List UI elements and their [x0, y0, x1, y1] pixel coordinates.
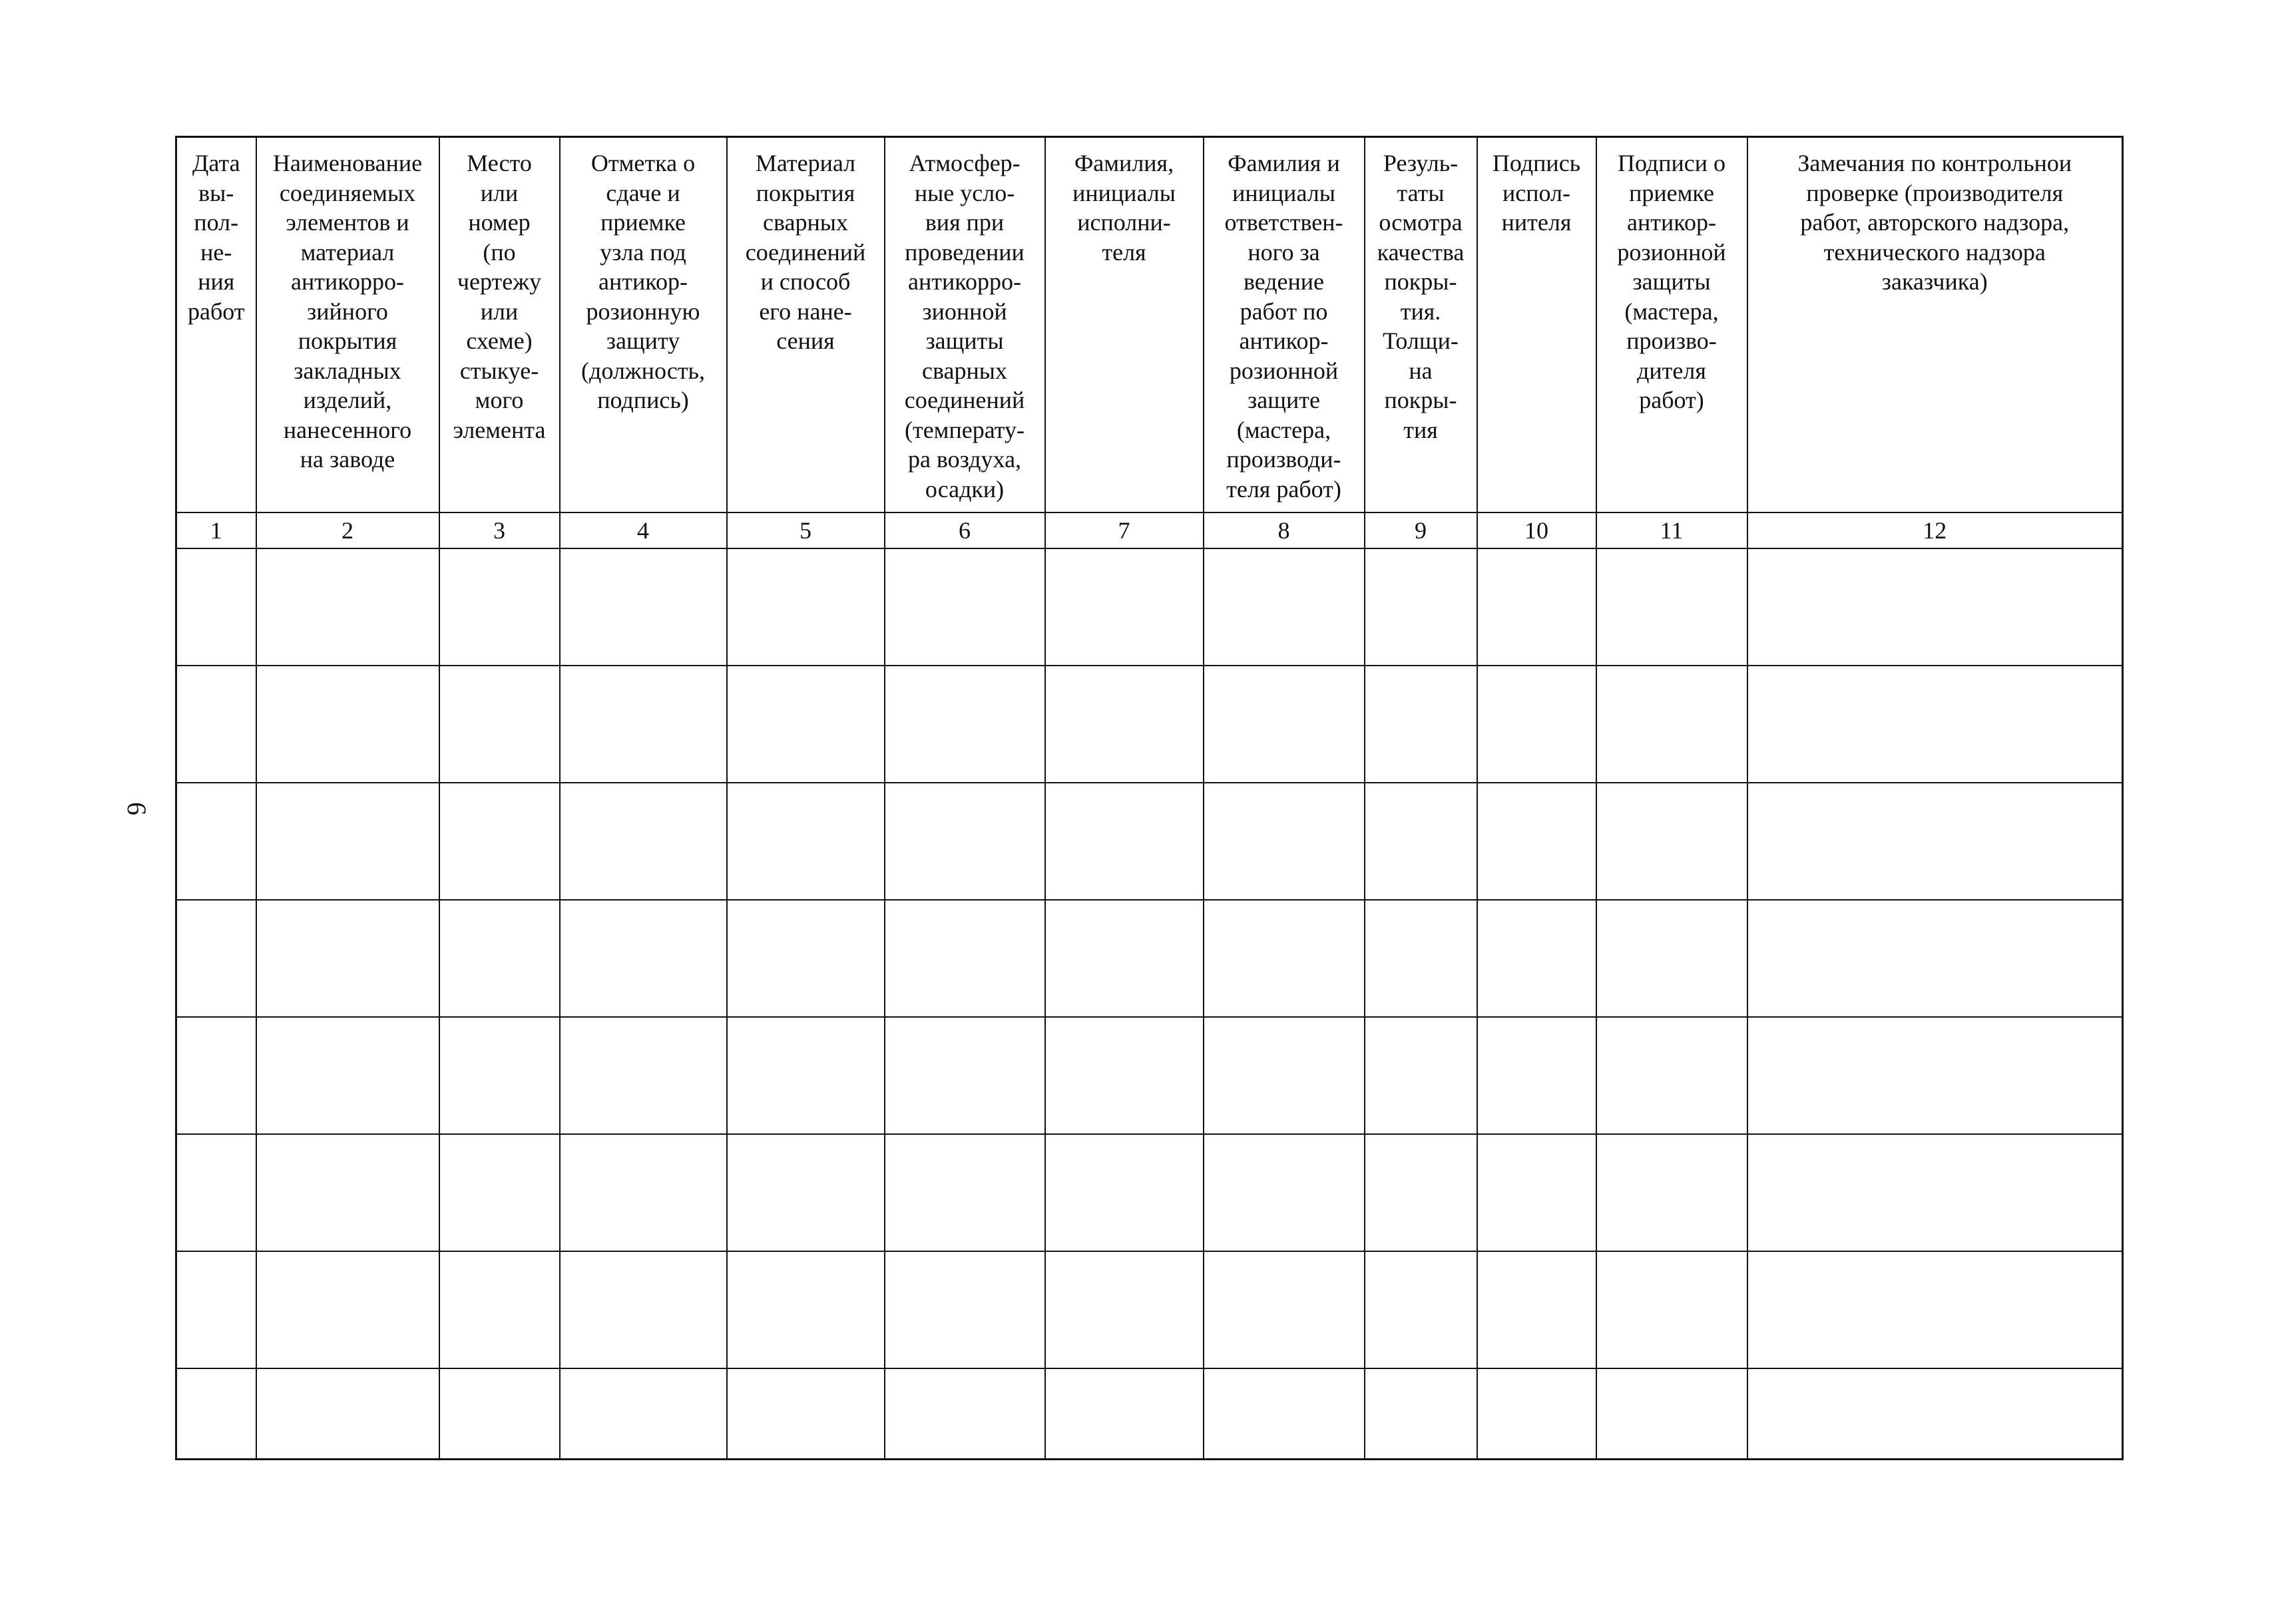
empty-cell[interactable] — [727, 1251, 885, 1368]
empty-cell[interactable] — [1045, 666, 1204, 783]
page-number: 6 — [122, 802, 152, 815]
empty-cell[interactable] — [1747, 666, 2123, 783]
empty-cell[interactable] — [439, 1134, 560, 1251]
column-number-row — [176, 512, 2123, 548]
column-number: 2 — [256, 512, 439, 548]
empty-cell[interactable] — [727, 1134, 885, 1251]
empty-cell[interactable] — [1365, 666, 1477, 783]
table-row — [176, 1251, 2123, 1368]
empty-cell[interactable] — [1365, 783, 1477, 900]
column-number: 12 — [1747, 512, 2123, 548]
empty-cell[interactable] — [1747, 900, 2123, 1017]
empty-cell[interactable] — [727, 548, 885, 666]
empty-cell[interactable] — [1596, 1017, 1747, 1134]
empty-cell[interactable] — [1045, 1368, 1204, 1460]
empty-cell[interactable] — [1747, 1017, 2123, 1134]
empty-cell[interactable] — [1747, 1134, 2123, 1251]
empty-cell[interactable] — [439, 783, 560, 900]
table-row — [176, 1134, 2123, 1251]
empty-cell[interactable] — [1204, 783, 1365, 900]
header-responsible-name: Фамилия и инициалы ответствен- ного за ведение работ по антикор- розионной защите (мастера, производи- теля работ) — [1204, 137, 1365, 512]
empty-cell[interactable] — [1204, 1017, 1365, 1134]
empty-cell[interactable] — [560, 1134, 727, 1251]
empty-cell[interactable] — [885, 783, 1045, 900]
empty-cell[interactable] — [560, 783, 727, 900]
empty-cell[interactable] — [1045, 1251, 1204, 1368]
empty-cell[interactable] — [1045, 548, 1204, 666]
empty-cell[interactable] — [885, 900, 1045, 1017]
column-number: 5 — [727, 512, 885, 548]
empty-cell[interactable] — [1596, 548, 1747, 666]
header-element-location: Место или номер (по чертежу или схеме) стыкуе- мого элемента — [439, 137, 560, 512]
empty-cell[interactable] — [1204, 900, 1365, 1017]
table-row — [176, 548, 2123, 666]
empty-cell[interactable] — [176, 783, 256, 900]
empty-cell[interactable] — [1596, 1134, 1747, 1251]
table-row — [176, 1017, 2123, 1134]
column-number: 11 — [1596, 512, 1747, 548]
table-row — [176, 900, 2123, 1017]
column-number: 9 — [1365, 512, 1477, 548]
empty-cell[interactable] — [1596, 1251, 1747, 1368]
empty-cell[interactable] — [1747, 1368, 2123, 1460]
header-handover-mark: Отметка о сдаче и приемке узла под антикор- розионную защиту (должность, подпись) — [560, 137, 727, 512]
empty-cell[interactable] — [1477, 1368, 1596, 1460]
empty-cell[interactable] — [1204, 548, 1365, 666]
column-number: 7 — [1045, 512, 1204, 548]
empty-cell[interactable] — [176, 1017, 256, 1134]
empty-cell[interactable] — [1477, 666, 1596, 783]
empty-cell[interactable] — [1204, 1251, 1365, 1368]
empty-cell[interactable] — [727, 783, 885, 900]
empty-cell[interactable] — [1045, 783, 1204, 900]
empty-cell[interactable] — [1045, 1134, 1204, 1251]
empty-cell[interactable] — [439, 548, 560, 666]
empty-cell[interactable] — [560, 1017, 727, 1134]
empty-cell[interactable] — [256, 783, 439, 900]
empty-cell[interactable] — [560, 548, 727, 666]
empty-cell[interactable] — [439, 900, 560, 1017]
empty-cell[interactable] — [1045, 1017, 1204, 1134]
empty-cell[interactable] — [256, 1017, 439, 1134]
empty-cell[interactable] — [176, 1251, 256, 1368]
empty-cell[interactable] — [885, 548, 1045, 666]
header-weather-conditions: Атмосфер- ные усло- вия при проведении антикорро- зионной защиты сварных соединений (температу- ра воздуха, осадки) — [885, 137, 1045, 512]
empty-cell[interactable] — [1365, 548, 1477, 666]
empty-cell[interactable] — [1477, 900, 1596, 1017]
empty-cell[interactable] — [1365, 1134, 1477, 1251]
empty-cell[interactable] — [1477, 548, 1596, 666]
header-performer-signature: Подпись испол- нителя — [1477, 137, 1596, 512]
empty-cell[interactable] — [1365, 1368, 1477, 1460]
empty-cell[interactable] — [727, 1017, 885, 1134]
empty-cell[interactable] — [727, 666, 885, 783]
empty-cell[interactable] — [256, 1368, 439, 1460]
empty-cell[interactable] — [439, 1368, 560, 1460]
column-number: 10 — [1477, 512, 1596, 548]
anticorrosion-work-log-table — [175, 136, 2124, 1460]
empty-cell[interactable] — [176, 900, 256, 1017]
empty-cell[interactable] — [560, 1368, 727, 1460]
empty-cell[interactable] — [1596, 666, 1747, 783]
empty-cell[interactable] — [176, 666, 256, 783]
empty-cell[interactable] — [1477, 1251, 1596, 1368]
empty-cell[interactable] — [1596, 783, 1747, 900]
empty-cell[interactable] — [176, 548, 256, 666]
empty-cell[interactable] — [1747, 1251, 2123, 1368]
empty-cell[interactable] — [256, 900, 439, 1017]
empty-cell[interactable] — [1204, 666, 1365, 783]
empty-cell[interactable] — [885, 1017, 1045, 1134]
empty-cell[interactable] — [560, 666, 727, 783]
empty-cell[interactable] — [727, 1368, 885, 1460]
column-number: 4 — [560, 512, 727, 548]
empty-cell[interactable] — [1365, 1251, 1477, 1368]
table-row — [176, 783, 2123, 900]
empty-cell[interactable] — [1204, 1134, 1365, 1251]
empty-cell[interactable] — [1365, 1017, 1477, 1134]
empty-cell[interactable] — [1747, 783, 2123, 900]
empty-cell[interactable] — [885, 1368, 1045, 1460]
empty-cell[interactable] — [885, 1134, 1045, 1251]
empty-cell[interactable] — [560, 1251, 727, 1368]
column-number: 8 — [1204, 512, 1365, 548]
empty-cell[interactable] — [256, 548, 439, 666]
empty-cell[interactable] — [176, 1368, 256, 1460]
header-inspection-results: Резуль- таты осмотра качества покры- тия. Толщи- на покры- тия — [1365, 137, 1477, 512]
empty-cell[interactable] — [439, 1017, 560, 1134]
table-row — [176, 1368, 2123, 1460]
empty-cell[interactable] — [1596, 1368, 1747, 1460]
empty-cell[interactable] — [1477, 783, 1596, 900]
header-acceptance-signatures: Подписи о приемке антикор- розионной защиты (мастера, произво- дителя работ) — [1596, 137, 1747, 512]
header-elements-name: Наименование соединяемых элементов и материал антикорро- зийного покрытия закладных изделий, нанесенного на заводе — [256, 137, 439, 512]
empty-cell[interactable] — [439, 1251, 560, 1368]
empty-cell[interactable] — [885, 1251, 1045, 1368]
empty-cell[interactable] — [439, 666, 560, 783]
empty-cell[interactable] — [885, 666, 1045, 783]
empty-cell[interactable] — [727, 900, 885, 1017]
empty-cell[interactable] — [256, 666, 439, 783]
empty-cell[interactable] — [1747, 548, 2123, 666]
column-number: 3 — [439, 512, 560, 548]
empty-cell[interactable] — [1204, 1368, 1365, 1460]
table-body — [176, 548, 2123, 1460]
empty-cell[interactable] — [1477, 1017, 1596, 1134]
empty-cell[interactable] — [1045, 900, 1204, 1017]
header-date: Дата вы- пол- не- ния работ — [176, 137, 256, 512]
empty-cell[interactable] — [176, 1134, 256, 1251]
header-performer-name: Фамилия, инициалы исполни- теля — [1045, 137, 1204, 512]
empty-cell[interactable] — [256, 1251, 439, 1368]
column-number: 6 — [885, 512, 1045, 548]
empty-cell[interactable] — [1596, 900, 1747, 1017]
column-number: 1 — [176, 512, 256, 548]
empty-cell[interactable] — [1365, 900, 1477, 1017]
table-header-row — [176, 137, 2123, 512]
header-coating-material: Материал покрытия сварных соединений и способ его нане- сения — [727, 137, 885, 512]
empty-cell[interactable] — [256, 1134, 439, 1251]
table-row — [176, 666, 2123, 783]
empty-cell[interactable] — [560, 900, 727, 1017]
header-remarks: Замечания по контрольнои проверке (производителя работ, авторского надзора, технического надзора заказчика) — [1747, 137, 2123, 512]
empty-cell[interactable] — [1477, 1134, 1596, 1251]
